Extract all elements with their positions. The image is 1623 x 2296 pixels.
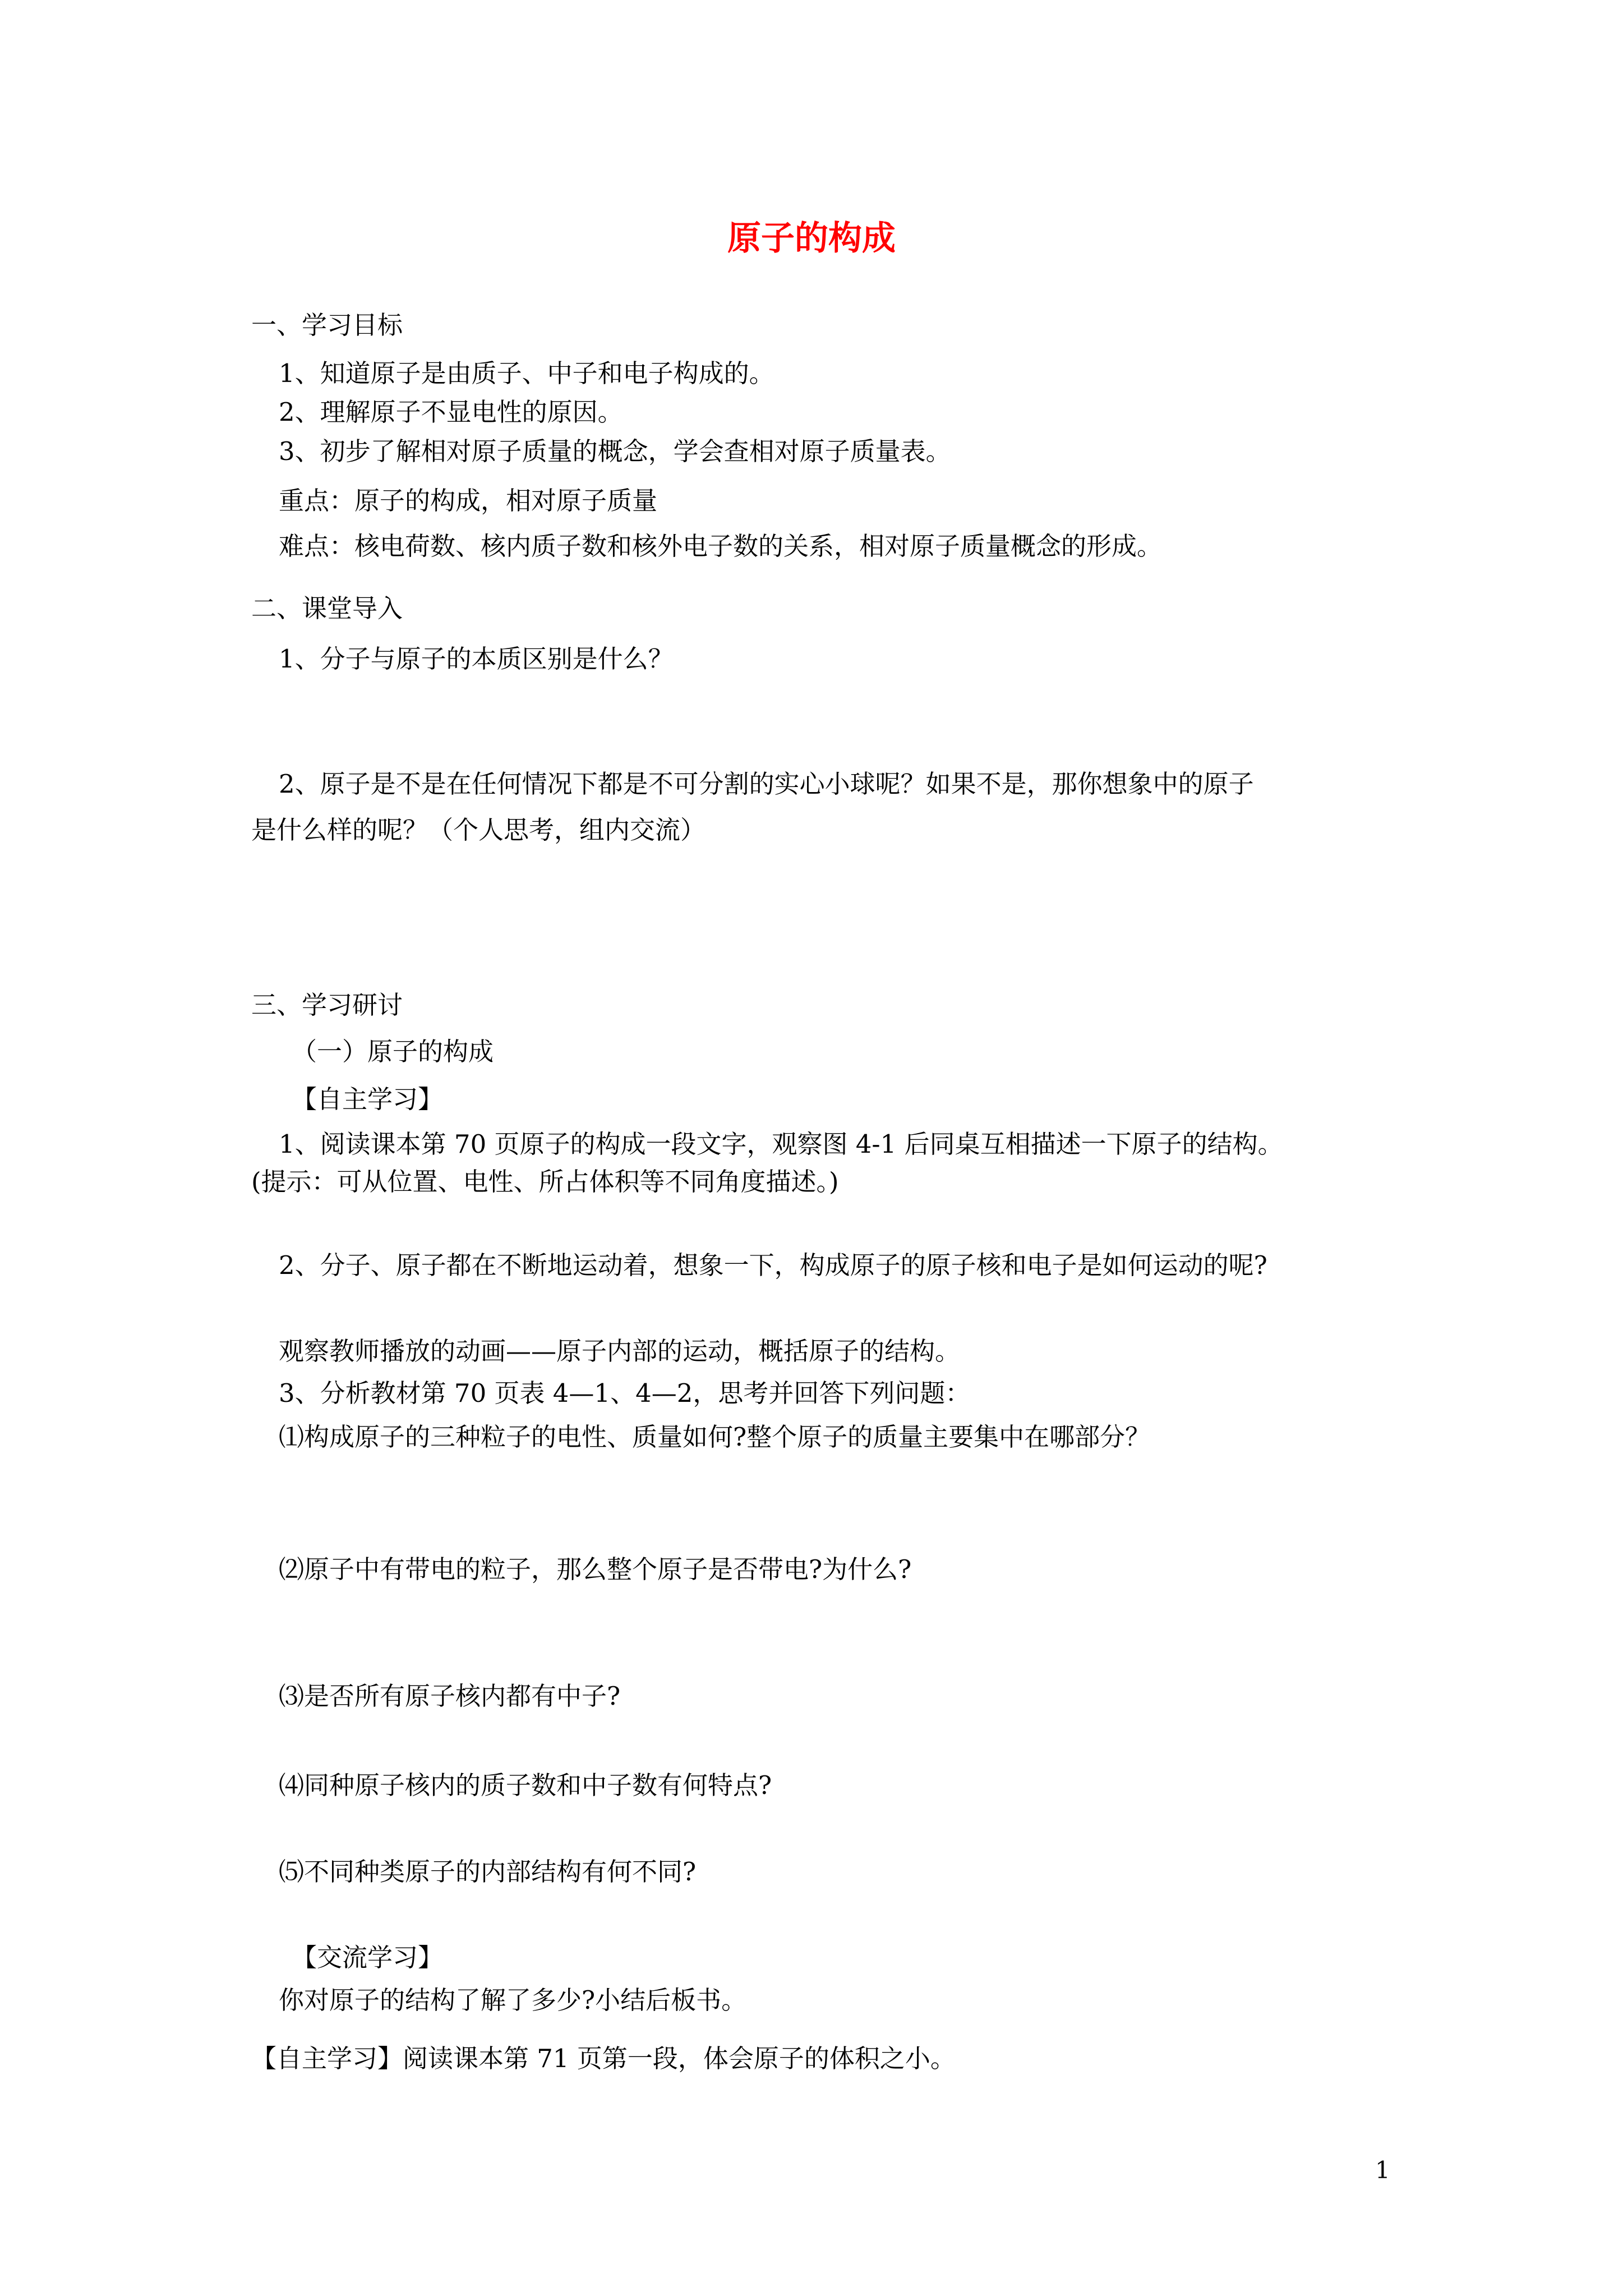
analysis-question: ⑵原子中有带电的粒子，那么整个原子是否带电?为什么? (279, 1554, 912, 1584)
exchange-label: 【交流学习】 (292, 1943, 444, 1972)
analysis-question: ⑴构成原子的三种粒子的电性、质量如何?整个原子的质量主要集中在哪部分？ (279, 1422, 1151, 1452)
key-points: 重点：原子的构成，相对原子质量 (279, 486, 658, 516)
self-study-label: 【自主学习】 (292, 1084, 444, 1114)
intro-question-1: 1、分子与原子的本质区别是什么？ (279, 644, 674, 674)
page-title: 原子的构成 (727, 219, 896, 258)
section2-heading: 二、课堂导入 (251, 593, 403, 623)
section1-heading: 一、学习目标 (251, 310, 403, 340)
difficulties: 难点：核电荷数、核内质子数和核外电子数的关系，相对原子质量概念的形成。 (279, 531, 1163, 561)
intro-question-2-line2: 是什么样的呢？（个人思考，组内交流） (251, 815, 706, 845)
study-item-1-line1: 1、阅读课本第 70 页原子的构成一段文字，观察图 4-1 后同桌互相描述一下原子的结构。 (279, 1129, 1283, 1159)
study-item-1-line2: (提示：可从位置、电性、所占体积等不同角度描述。) (251, 1167, 839, 1197)
self-study-2: 【自主学习】阅读课本第 71 页第一段，体会原子的体积之小。 (251, 2044, 956, 2073)
objective-item: 3、初步了解相对原子质量的概念，学会查相对原子质量表。 (279, 436, 951, 466)
exchange-text: 你对原子的结构了解了多少?小结后板书。 (279, 1985, 747, 2015)
objective-item: 2、理解原子不显电性的原因。 (279, 397, 623, 427)
section3-subheading: （一）原子的构成 (292, 1037, 494, 1066)
study-item-3: 3、分析教材第 70 页表 4—1、4—2，思考并回答下列问题： (279, 1378, 971, 1408)
study-item-2: 2、分子、原子都在不断地运动着，想象一下，构成原子的原子核和电子是如何运动的呢? (279, 1250, 1267, 1280)
intro-question-2-line1: 2、原子是不是在任何情况下都是不可分割的实心小球呢？如果不是，那你想象中的原子 (279, 769, 1254, 799)
objective-item: 1、知道原子是由质子、中子和电子构成的。 (279, 358, 774, 388)
section3-heading: 三、学习研讨 (251, 990, 403, 1020)
analysis-question: ⑶是否所有原子核内都有中子? (279, 1681, 621, 1711)
page-number: 1 (1375, 2156, 1390, 2184)
observe-line: 观察教师播放的动画——原子内部的运动，概括原子的结构。 (279, 1336, 961, 1366)
analysis-question: ⑷同种原子核内的质子数和中子数有何特点? (279, 1770, 772, 1800)
analysis-question: ⑸不同种类原子的内部结构有何不同? (279, 1857, 697, 1887)
